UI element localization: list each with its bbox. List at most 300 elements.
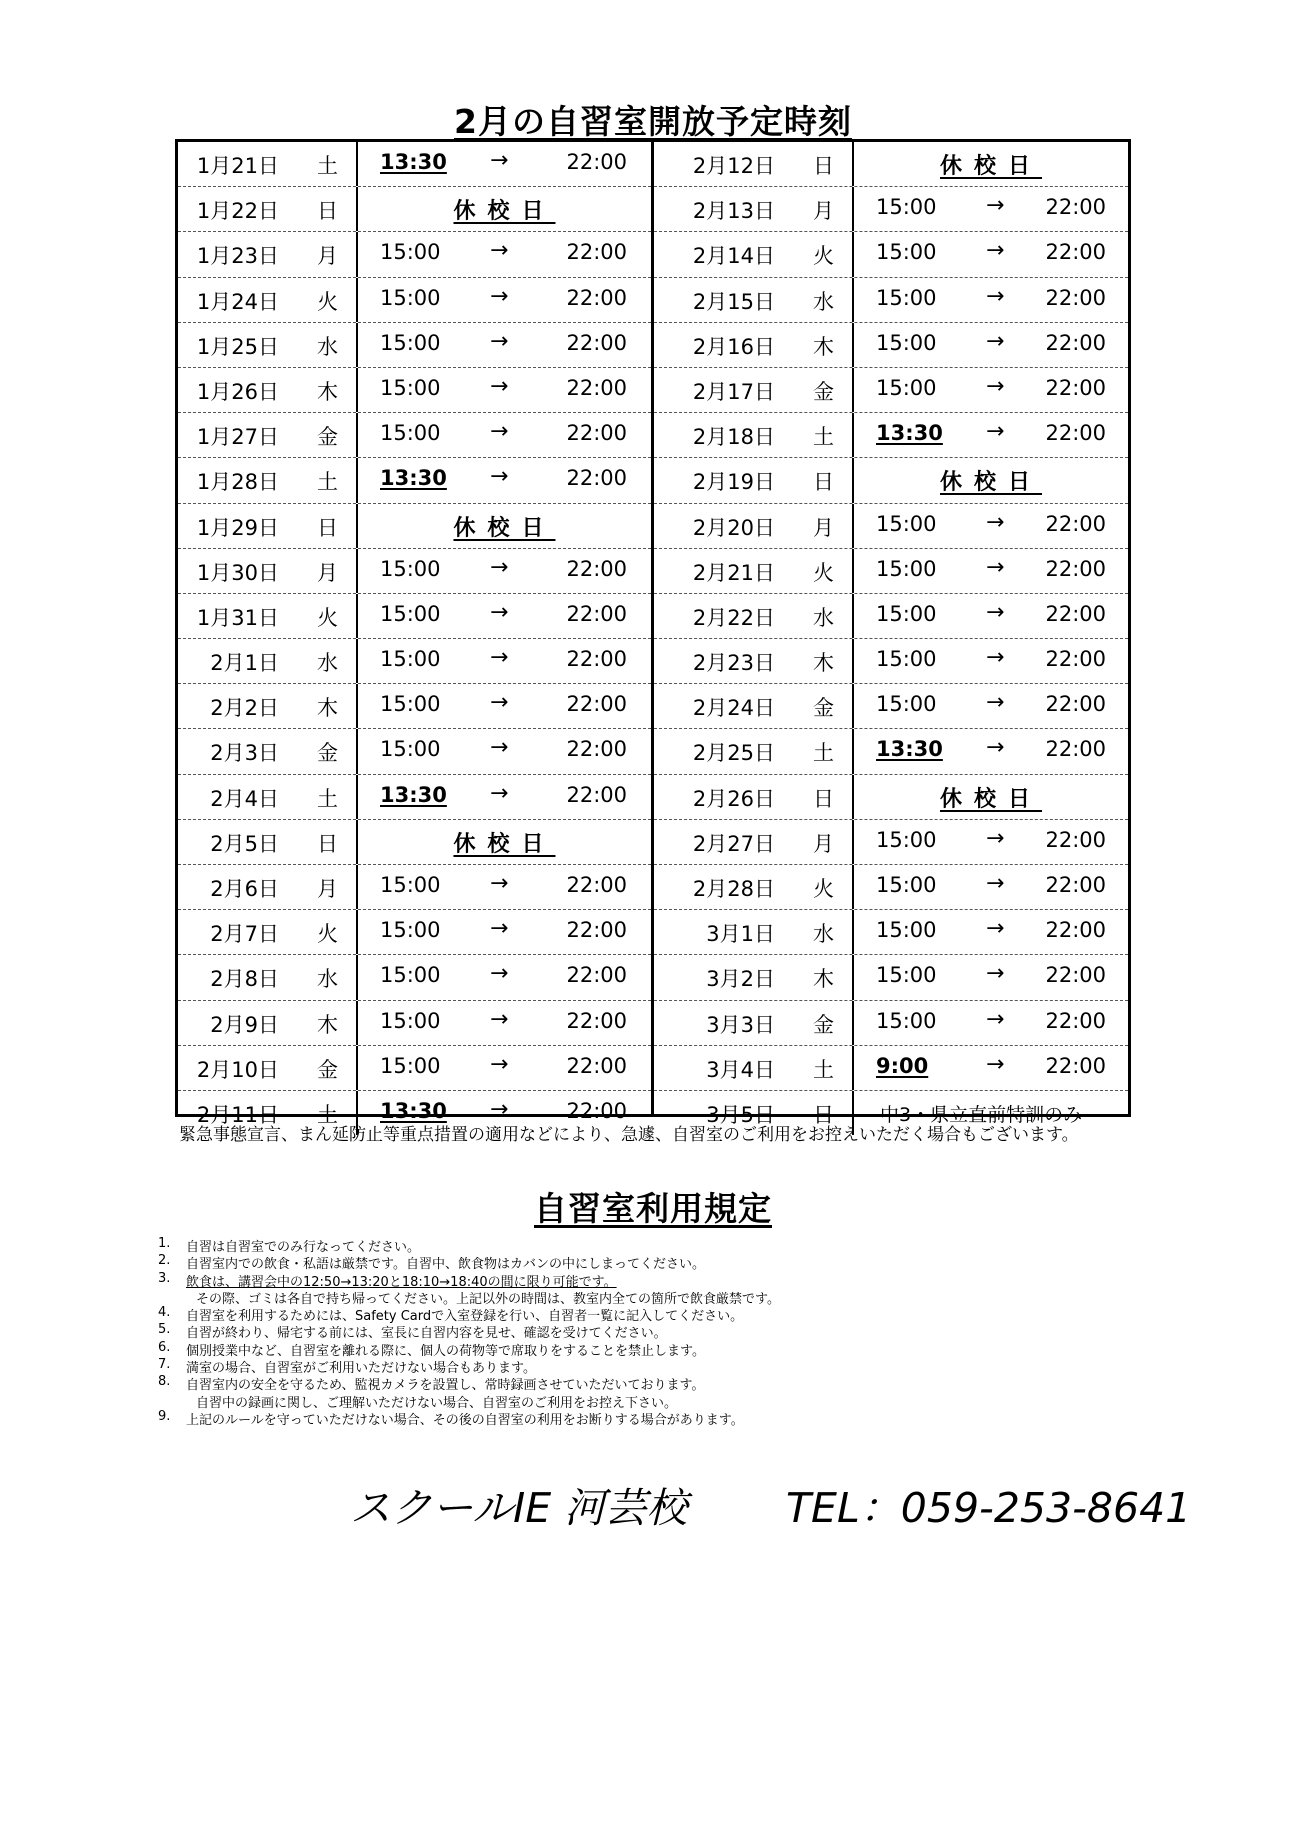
rule-item [158,1374,1158,1394]
open-time: 15:00 [876,601,937,626]
open-time: 15:00 [876,647,937,672]
arrow-icon: → [986,690,1005,716]
open-time: 15:00 [876,873,937,897]
open-time: 15:00 [380,285,441,310]
arrow-icon: → [490,780,509,806]
hours-cell [854,684,1128,728]
rule-item [158,1236,1158,1253]
schedule-row [178,458,651,503]
weekday-text: 月 [813,831,834,856]
date-text: 2月10日 [196,1057,279,1082]
date-text: 2月13日 [692,199,775,224]
close-time: 22:00 [1045,556,1106,581]
date-text: 1月28日 [196,470,279,495]
rule-number: 7. [158,1357,171,1373]
rule-text: 自習室内の安全を守るため、監視カメラを設置し、常時録画させていただいております。 [186,1378,705,1394]
date-cell [178,639,358,683]
rule-text: 上記のルールを守っていただけない場合、その後の自習室の利用をお断りする場合があります。 [186,1412,744,1428]
weekday-text: 水 [317,651,338,676]
close-time: 22:00 [1045,195,1106,220]
schedule-row [178,413,651,458]
weekday-text: 水 [813,605,834,630]
rule-item [158,1392,1158,1409]
date-text: 2月17日 [692,379,775,404]
date-cell [654,232,854,276]
hours-cell [358,1001,651,1045]
close-time: 22:00 [1045,421,1106,446]
schedule-row [178,729,651,774]
date-text: 2月4日 [210,786,279,811]
rule-number: 4. [158,1305,171,1321]
date-cell [654,142,854,186]
open-time: 15:00 [380,918,441,943]
open-time: 15:00 [876,375,937,400]
close-time: 22:00 [1045,285,1106,310]
date-text: 2月6日 [210,877,279,901]
close-time: 22:00 [1045,240,1106,265]
schedule-row [178,187,651,232]
date-cell [178,458,358,502]
rule-text: 飲食は、講習会中の12:50→13:20と18:10→18:40の間に限り可能です。 [186,1274,617,1290]
schedule-row [178,549,651,594]
open-time: 15:00 [380,647,441,672]
arrow-icon: → [986,825,1005,851]
date-text: 3月4日 [706,1057,775,1082]
date-cell [178,910,358,954]
rule-number: 9. [158,1408,171,1424]
hours-cell [854,549,1128,593]
rules-list [158,1236,1158,1426]
close-time: 22:00 [566,601,627,626]
close-time: 22:00 [1045,737,1106,762]
close-time: 22:00 [566,1098,627,1123]
date-text: 2月24日 [692,696,775,721]
open-time: 13:30 [380,1098,447,1123]
weekday-text: 月 [317,877,338,901]
rule-item [158,1271,1158,1288]
weekday-text: 土 [813,1057,834,1082]
date-cell [654,684,854,728]
schedule-row [654,278,1128,323]
arrow-icon: → [986,328,1005,354]
date-cell [654,820,854,864]
rule-item [158,1322,1158,1342]
arrow-icon: → [986,509,1005,535]
date-text: 1月25日 [196,334,279,359]
hours-cell [358,639,651,683]
weekday-text: 水 [813,922,834,947]
date-text: 3月1日 [706,922,775,947]
weekday-text: 木 [813,651,834,676]
close-time: 22:00 [1045,330,1106,355]
schedule-row [654,684,1128,729]
rule-number: 3. [158,1270,171,1286]
hours-cell [358,775,651,819]
close-time: 22:00 [566,737,627,762]
close-time: 22:00 [566,647,627,672]
date-cell [178,865,358,909]
rule-text: その際、ゴミは各自で持ち帰ってください。上記以外の時間は、教室内全ての箇所で飲食厳禁です。 [196,1291,780,1307]
weekday-text: 月 [317,560,338,585]
open-time: 13:30 [380,150,447,174]
date-cell [654,323,854,367]
open-time: 15:00 [876,918,937,943]
close-time: 22:00 [1045,601,1106,626]
rule-number: 5. [158,1322,171,1338]
date-text: 2月19日 [692,470,775,495]
weekday-text: 月 [317,244,338,269]
hours-cell [854,278,1128,322]
schedule-row [178,775,651,820]
hours-cell [358,368,651,412]
arrow-icon: → [490,554,509,580]
rule-item [158,1340,1158,1357]
arrow-icon: → [490,238,509,264]
date-cell [654,504,854,548]
rule-text: 満室の場合、自習室がご利用いただけない場合もあります。 [186,1361,536,1377]
weekday-text: 日 [317,831,338,856]
weekday-text: 日 [813,470,834,495]
hours-cell [854,594,1128,638]
rule-number: 1. [158,1236,171,1251]
schedule-row [654,820,1128,865]
hours-cell [358,232,651,276]
date-cell [654,187,854,231]
hours-cell [358,504,651,548]
open-time: 15:00 [380,330,441,355]
weekday-text: 日 [317,199,338,224]
arrow-icon: → [490,735,509,761]
date-text: 1月26日 [196,379,279,404]
date-text: 1月22日 [196,199,279,224]
date-cell [178,232,358,276]
date-cell [654,775,854,819]
arrow-icon: → [490,871,509,896]
hours-cell [854,820,1128,864]
schedule-row [178,684,651,729]
close-time: 22:00 [566,873,627,897]
date-text: 2月22日 [692,605,775,630]
arrow-icon: → [490,1006,509,1032]
date-text: 2月18日 [692,425,775,450]
weekday-text: 木 [317,379,338,404]
date-text: 2月7日 [210,922,279,947]
date-cell [178,955,358,999]
page-title: 2月の自習室開放予定時刻 [454,102,852,141]
weekday-text: 土 [813,741,834,766]
weekday-text: 水 [813,289,834,314]
weekday-text: 火 [317,605,338,630]
weekday-text: 火 [813,560,834,585]
date-text: 1月27日 [196,425,279,450]
weekday-text: 木 [813,334,834,359]
arrow-icon: → [986,645,1005,671]
hours-cell [854,323,1128,367]
weekday-text: 土 [813,425,834,450]
close-time: 22:00 [566,1053,627,1078]
open-time: 13:30 [380,782,447,807]
hours-cell [854,955,1128,999]
date-text: 2月1日 [210,651,279,676]
close-time: 22:00 [1045,963,1106,988]
schedule-row [654,729,1128,774]
close-time: 22:00 [1045,511,1106,536]
hours-cell [358,865,651,909]
weekday-text: 火 [317,922,338,947]
weekday-text: 日 [813,1102,834,1127]
weekday-text: 金 [317,1057,338,1082]
date-text: 3月3日 [706,1012,775,1037]
arrow-icon: → [986,373,1005,399]
weekday-text: 木 [317,696,338,721]
schedule-row [654,413,1128,458]
arrow-icon: → [986,961,1005,987]
date-text: 2月15日 [692,289,775,314]
hours-cell [358,142,651,186]
arrow-icon: → [490,645,509,671]
arrow-icon: → [490,328,509,354]
date-cell [178,775,358,819]
open-time: 15:00 [876,240,937,265]
rule-text: 個別授業中など、自習室を離れる際に、個人の荷物等で席取りをすることを禁止します。 [186,1343,705,1359]
date-cell [178,323,358,367]
schedule-row [178,865,651,910]
weekday-text: 木 [813,967,834,992]
hours-cell [358,458,651,502]
date-cell [178,1046,358,1090]
date-text: 2月5日 [210,831,279,856]
date-text: 1月31日 [196,605,279,630]
schedule-row [178,1001,651,1046]
date-cell [178,278,358,322]
date-text: 2月14日 [692,244,775,269]
open-time: 15:00 [380,556,441,581]
schedule-row [178,820,651,865]
weekday-text: 水 [317,334,338,359]
date-cell [654,729,854,773]
holiday-label: 休校日 [939,470,1042,496]
date-text: 3月2日 [706,967,775,992]
schedule-row [654,775,1128,820]
open-time: 15:00 [876,330,937,355]
schedule-row [654,323,1128,368]
weekday-text: 日 [813,154,834,178]
close-time: 22:00 [566,150,627,174]
hours-cell [854,142,1128,186]
schedule-row [654,955,1128,1000]
close-time: 22:00 [566,330,627,355]
date-text: 2月21日 [692,560,775,585]
date-cell [654,278,854,322]
date-cell [178,1001,358,1045]
open-time: 15:00 [380,1008,441,1033]
date-text: 2月26日 [692,786,775,811]
schedule-row [178,232,651,277]
date-text: 1月30日 [196,560,279,585]
open-time: 15:00 [380,601,441,626]
close-time: 22:00 [566,692,627,717]
hours-cell [854,232,1128,276]
schedule-row [654,549,1128,594]
open-time: 15:00 [380,963,441,988]
date-cell [654,594,854,638]
holiday-label: 休校日 [453,831,556,857]
holiday-label: 休校日 [453,199,556,225]
notice-text: 緊急事態宣言、まん延防止等重点措置の適用などにより、急遽、自習室のご利用をお控えいただく場合もございます。 [179,1125,1079,1145]
date-cell [654,368,854,412]
date-cell [178,504,358,548]
arrow-icon: → [490,1051,509,1077]
date-text: 3月5日 [706,1102,775,1127]
hours-cell [358,323,651,367]
weekday-text: 火 [317,289,338,314]
schedule-row [654,187,1128,232]
arrow-icon: → [490,419,509,445]
close-time: 22:00 [566,421,627,446]
weekday-text: 日 [813,786,834,811]
close-time: 22:00 [566,556,627,581]
date-cell [178,413,358,457]
date-cell [654,639,854,683]
holiday-label: 休校日 [939,154,1042,179]
arrow-icon: → [490,599,509,625]
hours-cell [358,594,651,638]
hours-cell [854,865,1128,909]
school-name: スクールIE 河芸校 [350,1484,688,1532]
date-cell [654,413,854,457]
date-text: 2月27日 [692,831,775,856]
arrow-icon: → [986,283,1005,309]
date-cell [178,549,358,593]
date-text: 1月23日 [196,244,279,269]
hours-cell [358,910,651,954]
weekday-text: 火 [813,877,834,901]
schedule-row [654,458,1128,503]
date-cell [178,820,358,864]
schedule-row [654,142,1128,187]
schedule-row [178,910,651,955]
arrow-icon: → [986,599,1005,625]
date-text: 2月23日 [692,651,775,676]
open-time: 15:00 [380,873,441,897]
weekday-text: 金 [317,425,338,450]
date-cell [654,955,854,999]
schedule-row [654,504,1128,549]
hours-cell [854,775,1128,819]
hours-cell [854,1001,1128,1045]
date-cell [654,865,854,909]
date-cell [654,1001,854,1045]
rule-text: 自習中の録画に関し、ご理解いただけない場合、自習室のご利用をお控え下さい。 [196,1395,678,1411]
date-cell [178,368,358,412]
close-time: 22:00 [1045,1053,1106,1078]
arrow-icon: → [490,148,509,173]
date-text: 2月9日 [210,1012,279,1037]
rule-text: 自習が終わり、帰宅する前には、室長に自習内容を見せ、確認を受けてください。 [186,1326,667,1342]
date-text: 1月21日 [196,154,279,178]
close-time: 22:00 [1045,375,1106,400]
rule-item [158,1409,1158,1426]
weekday-text: 日 [317,515,338,540]
open-time: 15:00 [876,1008,937,1033]
close-time: 22:00 [566,782,627,807]
arrow-icon: → [490,1096,509,1122]
arrow-icon: → [986,554,1005,580]
arrow-icon: → [986,1006,1005,1032]
hours-cell [854,368,1128,412]
schedule-row [178,504,651,549]
school-phone: TEL：059-253-8641 [786,1484,1192,1532]
arrow-icon: → [490,373,509,399]
hours-cell [854,1046,1128,1090]
date-text: 2月2日 [210,696,279,721]
open-time: 15:00 [876,195,937,220]
hours-cell [358,684,651,728]
weekday-text: 金 [317,741,338,766]
date-text: 2月28日 [692,877,775,901]
date-cell [654,910,854,954]
schedule-row [654,1046,1128,1091]
weekday-text: 木 [317,1012,338,1037]
rule-number: 6. [158,1339,171,1355]
close-time: 22:00 [1045,827,1106,852]
arrow-icon: → [490,690,509,716]
schedule-row [178,594,651,639]
close-time: 22:00 [566,285,627,310]
holiday-label: 休校日 [453,515,556,541]
date-text: 2月25日 [692,741,775,766]
rules-title: 自習室利用規定 [534,1189,772,1228]
open-time: 13:30 [380,466,447,491]
open-time: 15:00 [876,285,937,310]
schedule-row [178,278,651,323]
hours-cell [358,955,651,999]
arrow-icon: → [986,419,1005,445]
weekday-text: 土 [317,1102,338,1127]
open-time: 13:30 [876,737,943,762]
close-time: 22:00 [1045,918,1106,943]
hours-cell [854,187,1128,231]
rule-text: 自習は自習室でのみ行なってください。 [186,1240,421,1255]
close-time: 22:00 [566,1008,627,1033]
date-text: 1月29日 [196,515,279,540]
date-cell [178,187,358,231]
schedule-table [175,139,1131,1127]
close-time: 22:00 [1045,692,1106,717]
schedule-row [654,594,1128,639]
schedule-row [654,1001,1128,1046]
arrow-icon: → [986,871,1005,896]
close-time: 22:00 [1045,647,1106,672]
open-time: 15:00 [876,827,937,852]
weekday-text: 土 [317,154,338,178]
hours-cell [358,187,651,231]
date-text: 2月16日 [692,334,775,359]
date-cell [178,684,358,728]
arrow-icon: → [490,283,509,309]
date-text: 1月24日 [196,289,279,314]
rule-item [158,1253,1158,1273]
schedule-row [654,232,1128,277]
date-cell [178,142,358,186]
date-text: 2月20日 [692,515,775,540]
close-time: 22:00 [566,466,627,491]
open-time: 15:00 [876,692,937,717]
close-time: 22:00 [1045,873,1106,897]
weekday-text: 月 [813,199,834,224]
rule-item [158,1288,1158,1305]
hours-cell [358,820,651,864]
